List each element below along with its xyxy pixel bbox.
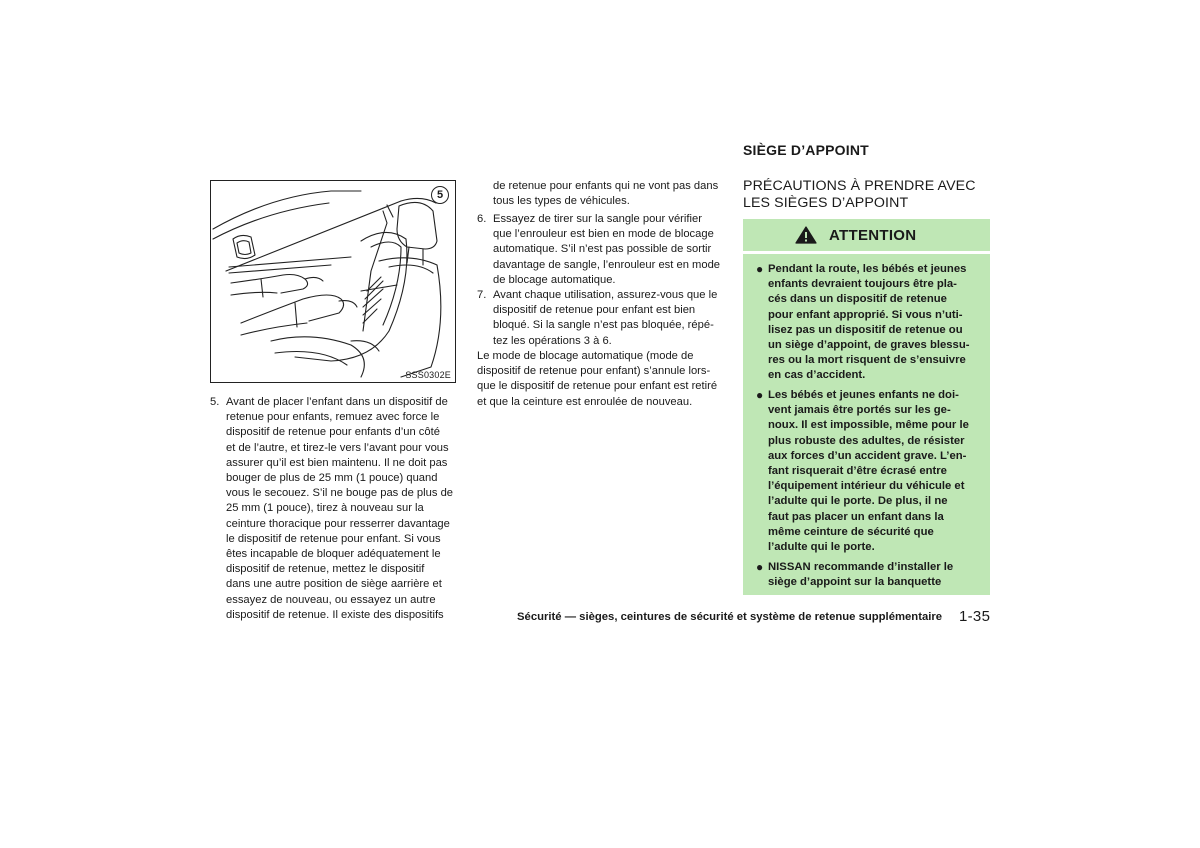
list-item-text (226, 395, 457, 623)
text-line: dispositif de retenue. Il existe des dispositifs (226, 608, 444, 621)
figure-code: SSS0302E (405, 370, 451, 380)
text-line: le dispositif de retenue pour enfant. Si vous (226, 532, 441, 545)
figure-number-badge: 5 (431, 186, 449, 204)
bullet-icon: ● (756, 560, 764, 574)
list-item-text (493, 288, 724, 349)
text-line: dispositif de retenue, mettez le dispositif (226, 563, 425, 576)
text-line: tez les opérations 3 à 6. (493, 334, 612, 347)
text-line: retenue pour enfants, remuez avec force le (226, 411, 440, 424)
text-line: l’équipement intérieur du véhicule et (768, 480, 965, 493)
text-line: de retenue pour enfants qui ne vont pas dans (493, 180, 719, 192)
list-number: 6. (477, 213, 487, 225)
text-line: dispositif de retenue pour enfant est bien (493, 304, 696, 317)
text-line: de blocage automatique. (493, 273, 616, 286)
text-line: êtes incapable de bloquer adéquatement le (226, 548, 441, 561)
list-item-text (493, 212, 724, 288)
text-line: que le dispositif de retenue pour enfant est retiré (477, 380, 718, 393)
warning-header (743, 219, 990, 251)
text-line: en cas d’accident. (768, 369, 866, 382)
text-line: l’adulte qui le porte. (768, 541, 875, 554)
text-line: un siège d’appoint, de graves blessu- (768, 339, 970, 352)
text-line: assurer qu’il est bien maintenu. Il ne doit pas (226, 456, 448, 469)
subsection-title-line: LES SIÈGES D’APPOINT (743, 194, 909, 211)
text-line: Avant chaque utilisation, assurez-vous que le (493, 289, 718, 301)
text-line: Les bébés et jeunes enfants ne doi- (768, 389, 959, 401)
text-line: pour enfant approprié. Si vous n’uti- (768, 308, 963, 321)
text-line: faut pas placer un enfant dans la (768, 510, 944, 523)
warning-item-text (768, 262, 982, 384)
warning-item-text (768, 560, 982, 590)
warning-title: ATTENTION (829, 227, 917, 244)
list-number: 5. (210, 396, 220, 408)
text-line: dispositif de retenue pour enfants d’un côté (226, 426, 440, 439)
text-line: Avant de placer l’enfant dans un dispositif de (226, 396, 448, 408)
text-line: Pendant la route, les bébés et jeunes (768, 263, 967, 275)
text-line: cés dans un dispositif de retenue (768, 293, 947, 306)
text-line: essayez de nouveau, ou essayez un autre (226, 593, 436, 606)
text-line: noux. Il est impossible, même pour le (768, 419, 969, 432)
child-seat-illustration (211, 181, 457, 384)
text-line: et de l’autre, et tirez-le vers l’avant pour vous (226, 441, 449, 454)
list-number: 7. (477, 289, 487, 301)
text-line: ceinture thoracique pour resserrer davantage (226, 517, 450, 530)
text-line: que l’enrouleur est bien en mode de blocage (493, 228, 714, 241)
text-line: lisez pas un dispositif de retenue ou (768, 323, 963, 336)
text-line: 25 mm (1 pouce), tirez à nouveau sur la (226, 502, 424, 515)
text-line: siège d’appoint sur la banquette (768, 576, 942, 589)
text-line: et que la ceinture est enroulée de nouveau. (477, 395, 693, 408)
text-line: dans une autre position de siège aarrière et (226, 578, 442, 591)
text-line: bloqué. Si la sangle n’est pas bloquée, répé- (493, 319, 714, 332)
text-line: aux forces d’un accident grave. L’en- (768, 449, 967, 462)
page-number: 1-35 (959, 608, 991, 625)
subsection-title-line: PRÉCAUTIONS À PRENDRE AVEC (743, 178, 976, 194)
text-line: Essayez de tirer sur la sangle pour vérifier (493, 213, 702, 225)
text-line: l’adulte qui le porte. De plus, il ne (768, 495, 948, 508)
warning-item-text (768, 388, 982, 555)
warning-triangle-icon (795, 226, 817, 244)
blocking-mode-paragraph (477, 349, 724, 410)
text-line: enfants devraient toujours être pla- (768, 278, 957, 291)
section-title: SIÈGE D’APPOINT (743, 142, 869, 158)
bullet-icon: ● (756, 262, 764, 276)
figure-illustration (210, 180, 456, 383)
text-line: automatique. S’il n’est pas possible de sortir (493, 243, 712, 256)
text-line: fant risquerait d’être écrasé entre (768, 465, 947, 478)
text-line: davantage de sangle, l’enrouleur est en mode (493, 258, 721, 271)
text-line: vent jamais être portés sur les ge- (768, 404, 951, 417)
text-line: bouger de plus de 25 mm (1 pouce) quand (226, 472, 438, 485)
continuation-text (493, 179, 724, 209)
running-footer: Sécurité — sièges, ceintures de sécurité et système de retenue supplémentaire (517, 611, 943, 623)
text-line: même ceinture de sécurité que (768, 525, 934, 538)
subsection-title (743, 178, 993, 211)
text-line: dispositif de retenue pour enfant) s’annule lors- (477, 365, 711, 378)
text-line: NISSAN recommande d’installer le (768, 561, 954, 573)
text-line: plus robuste des adultes, de résister (768, 434, 965, 447)
text-line: res ou la mort risquent de s’ensuivre (768, 354, 966, 367)
text-line: tous les types de véhicules. (493, 195, 630, 208)
text-line: vous le secouez. S’il ne bouge pas de plus de (226, 487, 454, 500)
bullet-icon: ● (756, 388, 764, 402)
text-line: Le mode de blocage automatique (mode de (477, 350, 694, 362)
warning-body (743, 254, 990, 595)
